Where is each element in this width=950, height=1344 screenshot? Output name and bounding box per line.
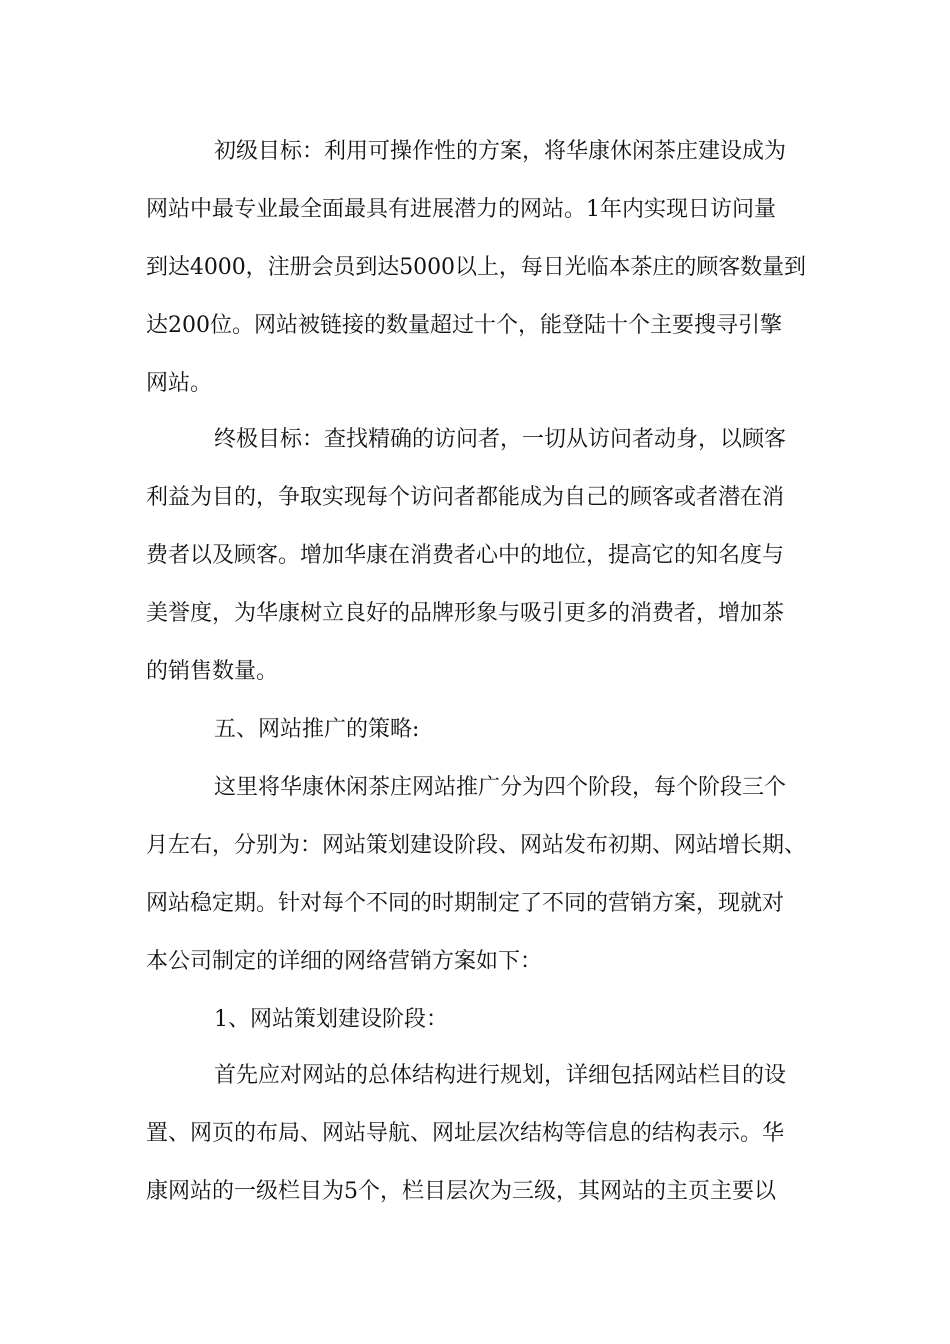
paragraph-line: 终极目标：查找精确的访问者，一切从访问者动身，以顾客: [214, 427, 787, 452]
paragraph-line: 网站稳定期。针对每个不同的时期制定了不同的营销方案，现就对: [146, 891, 785, 916]
paragraph-line: 本公司制定的详细的网络营销方案如下：: [146, 949, 543, 974]
paragraph-line: 的销售数量。: [146, 659, 279, 684]
paragraph-line: 美誉度，为华康树立良好的品牌形象与吸引更多的消费者，增加茶: [146, 601, 785, 626]
subsection-heading: 1、网站策划建设阶段：: [214, 1007, 448, 1032]
paragraph-line: 月左右，分别为：网站策划建设阶段、网站发布初期、网站增长期、: [146, 833, 807, 858]
paragraph-line: 这里将华康休闲茶庄网站推广分为四个阶段，每个阶段三个: [214, 775, 787, 800]
paragraph-line: 网站。: [146, 371, 213, 396]
paragraph-line: 利益为目的，争取实现每个访问者都能成为自己的顾客或者潜在消: [146, 485, 785, 510]
paragraph-line: 费者以及顾客。增加华康在消费者心中的地位，提高它的知名度与: [146, 543, 785, 568]
paragraph-line: 首先应对网站的总体结构进行规划，详细包括网站栏目的设: [214, 1063, 787, 1088]
paragraph-line: 网站中最专业最全面最具有进展潜力的网站。1年内实现日访问量: [146, 197, 776, 222]
paragraph-line: 置、网页的布局、网站导航、网址层次结构等信息的结构表示。华: [146, 1121, 785, 1146]
paragraph-line: 到达4000，注册会员到达5000以上，每日光临本茶庄的顾客数量到: [146, 255, 806, 280]
paragraph-line: 康网站的一级栏目为5个，栏目层次为三级，其网站的主页主要以: [146, 1179, 776, 1204]
paragraph-line: 初级目标：利用可操作性的方案，将华康休闲茶庄建设成为: [214, 139, 787, 164]
section-heading: 五、网站推广的策略:: [214, 717, 420, 742]
paragraph-line: 达200位。网站被链接的数量超过十个，能登陆十个主要搜寻引擎: [146, 313, 782, 338]
